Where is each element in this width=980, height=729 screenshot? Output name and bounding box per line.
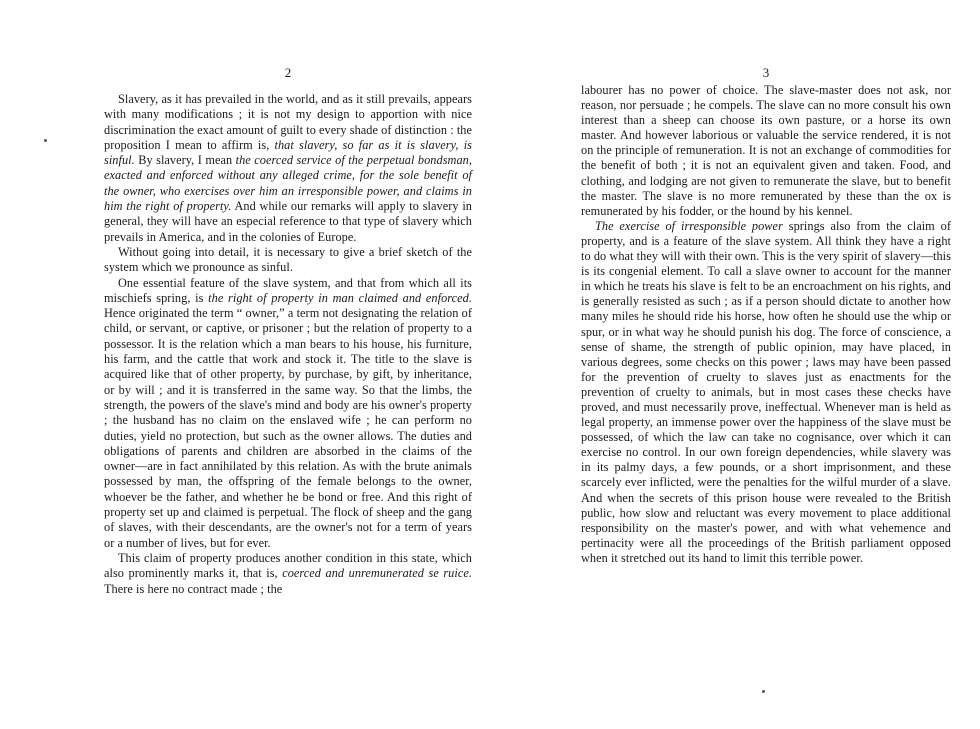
text-run: springs also from the claim of property, and is a feature of the slave system. All think they have a right to do what they will with their own. This is the very spirit of slavery—this is its congenial element. To call a slave owner to account for the manner in which he treats his slave is felt to be an encroachment on his rights, and is generally resisted as such ; as if a person should dictate to another how many miles he should ride his horse, how often he should use the whip or spur, or in what way he should punish his dog. The force of conscience, a sense of shame, the strength of public opinion, may have placed, in various degrees, some checks on this power ; laws may have been passed for the prevention of cruelty to slaves just as enactments for the prevention of cruelty to animals, but in most cases these checks have proved, and must necessarily prove, ineffectual. Whenever man is held as legal property, an immense power over the happiness of the slave must be possessed, of which the law can take no cognisance, over which it can exercise no control. In our own foreign dependencies, while slavery was in its palmy days, a few pounds, or a short imprisonment, and these scarcely ever inflicted, were the penalties for the wilful murder of a slave. And when the secrets of this prison house were revealed to the British public, how slow and reluctant was every movement to place additional responsibility on the master's power, and with what vehemence and pertinacity were all the proceedings of the British parliament opposed when it stretched out its hand to limit this terrible power. xyxy=(581,218,951,565)
paragraph xyxy=(581,83,951,219)
text-run: Slavery, as it has prevailed in the world, and as it still prevails, appears with many modifications ; it is not my design to apportion with nice discrimination the exact amount of guilt to every shade of distinction : the proposition I mean to affirm is, xyxy=(104,92,472,152)
text-run: This claim of property produces another condition in this state, which also prominently marks it, that is, xyxy=(104,550,472,581)
italic-text: the coerced service of the perpetual bondsman, exacted and enforced without any alleged crime, for the sole benefit of the owner, who exercises over him an irresponsible power, and claims in him the right of property. xyxy=(104,153,472,214)
italic-text: The exercise of irresponsible power xyxy=(595,218,783,233)
page-number: 3 xyxy=(762,65,770,80)
italic-text: coerced and unremunerated se ruice. xyxy=(282,566,472,581)
italic-text: the right of property in man claimed and enforced. xyxy=(208,290,472,305)
paragraph xyxy=(104,92,472,245)
scan-speck xyxy=(762,690,765,693)
left-page xyxy=(104,0,472,729)
paragraph xyxy=(104,276,472,551)
paragraph xyxy=(104,551,472,597)
right-page xyxy=(581,0,951,729)
text-run: labourer has no power of choice. The slave-master does not ask, nor reason, nor persuade ; he compels. The slave can no more consult his own interest than a sheep can choose its own pasture, or a horse its own master. And however laborious or valuable the service rendered, it is not on the principle of remuneration. It is not an exchange of commodities for the benefit of both ; it is not an equivalent given and taken. Food, and clothing, and lodging are not given to remunerate the slave, but to benefit the master. The slave is no more remunerated by these than the ox is remunerated by his fodder, or the hound by his kennel. xyxy=(581,83,951,218)
text-run: Without going into detail, it is necessary to give a brief sketch of the system which we pronounce as sinful. xyxy=(104,244,472,275)
text-run: Hence originated the term “ owner,” a term not designating the relation of child, or servant, or captive, or prisoner ; but the relation of property to a possessor. It is the relation which a man bears to his house, his furniture, his farm, and the cattle that work and stock it. The title to the slave is acquired like that of other property, by purchase, by gift, by inheritance, or by will ; and it is transferred in the same way. So that the limbs, the strength, the powers of the slave's mind and body are his owner's property ; the husband has no claim on the enslaved wife ; he can perform no duties, yield no protection, but such as the owner allows. The duties and obligations of parents and children are absorbed in the claims of the owner—are in fact annihilated by this relation. As with the brute animals possessed by man, the offspring of the female belongs to the owner, whoever be the father, and whether he be bond or free. And this right of property set up and claimed is perpetual. The flock of sheep and the gang of slaves, with their descendants, are the owner's not for a term of years or a number of lives, but for ever. xyxy=(104,306,472,550)
text-run: By slavery, I mean xyxy=(134,153,236,168)
text-run: And while our remarks will apply to slavery in general, they will have an especial reference to that type of slavery which prevails in America, and in the colonies of Europe. xyxy=(104,199,472,244)
body-text xyxy=(104,92,472,597)
text-run: One essential feature of the slave system, and that from which all its mischiefs spring, is xyxy=(104,275,472,305)
paragraph xyxy=(104,245,472,276)
paragraph xyxy=(581,219,951,566)
page-number: 2 xyxy=(284,65,292,80)
body-text xyxy=(581,83,951,566)
text-run: There is here no contract made ; the xyxy=(104,581,283,596)
italic-text: that slavery, so far as it is slavery, is sinful. xyxy=(104,137,472,168)
scan-speck xyxy=(44,139,47,142)
